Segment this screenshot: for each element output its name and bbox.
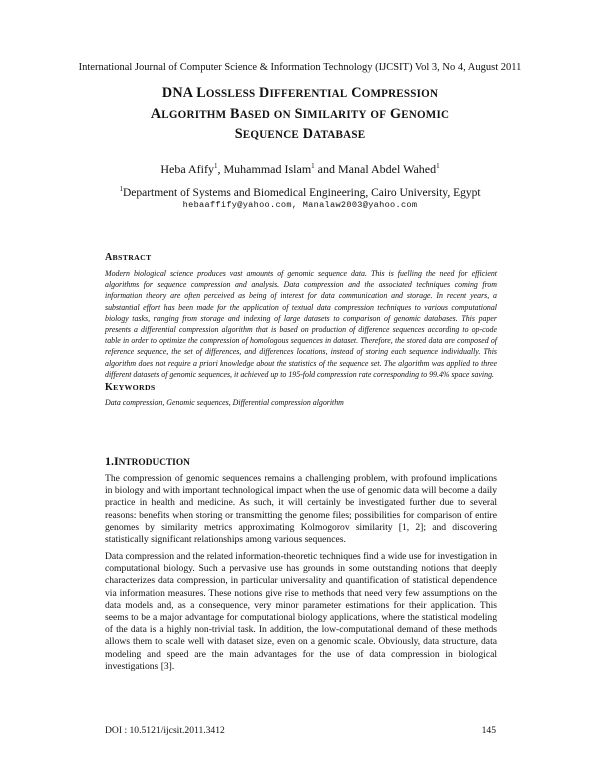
intro-paragraph-2: Data compression and the related information-theoretic techniques find a wide use for investigation in computational biology. Such a pervasive use has grounds in some outstanding notions that deeply characterizes data compression, in particular universality and quantification of statistical dependence via information measures. These notions give rise to methods that need very few assumptions on the data models and, as a consequence, very minor parameter estimations for their application. This seems to be a major advantage for computational biology applications, where the statistical modeling of the data is a highly non-trivial task. In addition, the low-computational demand of these methods allows them to scale well with dataset size, even on a genomic scale. Obviously, data structure, data modeling and speed are the main advantages for the use of data compression in biological investigations [3]. [105,551,497,672]
section-title: INTRODUCTION [114,454,190,468]
author-emails: hebaaffify@yahoo.com, Manalaw2003@yahoo.com [182,200,418,210]
intro-paragraph-1: The compression of genomic sequences remains a challenging problem, with profound implications in biology and with important technological impact when the use of genomic data will become a daily practice in health and medicine. As such, it will certainly be investigated further due to several reasons: benefits when storing or transmitting the genome files; possibilities for comparison of entire genomes by similarity metrics approximating Kolmogorov similarity [1, 2]; and discovering statistically significant relationships among various sequences. [105,473,497,546]
paper-title [60,84,540,146]
section-number: 1. [105,454,114,468]
affiliation-mark: 1 [119,185,123,193]
author-name: Muhammad Islam [223,162,312,176]
author-separator: and [314,162,338,176]
author-affiliation-mark: 1 [311,162,315,170]
abstract-heading: ABSTRACT [105,252,152,263]
author-affiliation-mark: 1 [436,162,440,170]
author-separator: , [217,162,224,176]
title-line-1: DNA LOSSLESS DIFFERENTIAL COMPRESSION [161,85,439,101]
title-line-3: SEQUENCE DATABASE [234,126,366,142]
author-name: Manal Abdel Wahed [338,162,437,176]
title-line-2: ALGORITHM BASED ON SIMILARITY OF GENOMIC [150,105,450,122]
author-list [0,162,600,177]
affiliation-text: Department of Systems and Biomedical Engineering, Cairo University, Egypt [122,186,481,199]
author-affiliation-mark: 1 [214,162,218,170]
introduction-heading [105,454,190,469]
journal-header: International Journal of Computer Science & Information Technology (IJCSIT) Vol 3, No 4, August 2011 [78,62,522,73]
page-number: 145 [481,725,496,736]
keywords-heading: KEYWORDS [105,382,156,393]
affiliation [0,185,600,199]
author-name: Heba Afify [160,162,215,176]
abstract-text: Modern biological science produces vast amounts of genomic sequence data. This is fuelling the need for efficient algorithms for sequence compression and analysis. Data compression and the associated techniques coming from information theory are often perceived as being of interest for data communication and storage. In recent years, a substantial effort has been made for the application of textual data compression techniques to various computational biology tasks, ranging from storage and indexing of large datasets to comparison of genomic databases. This paper presents a differential compression algorithm that is based on production of difference sequences according to op-code table in order to optimize the compression of homologous sequences in dataset. Therefore, the stored data are composed of reference sequence, the set of differences, and differences locations, instead of storing each sequence individually. This algorithm does not require a priori knowledge about the statistics of the sequence set. The algorithm was applied to three different datasets of genomic sequences, it achieved up to 195-fold compression rate corresponding to 99.4% space saving. [105,269,497,379]
footer-doi: DOI : 10.5121/ijcsit.2011.3412 [105,725,225,736]
keywords-text: Data compression, Genomic sequences, Differential compression algorithm [105,398,344,407]
